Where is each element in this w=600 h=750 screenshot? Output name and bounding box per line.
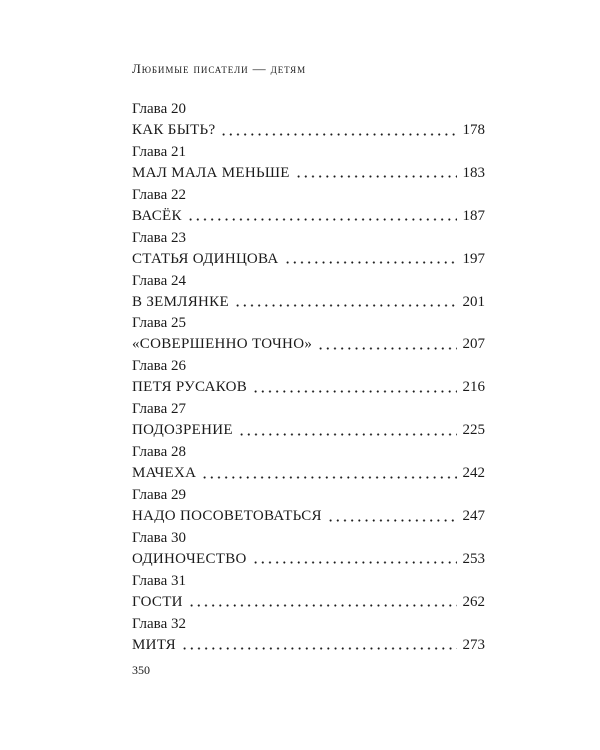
page-number: 242 [462,465,485,482]
chapter-title-line [132,291,485,313]
chapter-label: Глава 22 [132,186,186,203]
toc-entry [132,356,485,399]
chapter-label: Глава 21 [132,143,186,160]
page-number: 247 [462,508,485,525]
page-number: 262 [462,593,485,610]
toc-entry [132,142,485,185]
toc-entry [132,185,485,228]
page-number: 216 [462,379,485,396]
chapter-title: ПЕТЯ РУСАКОВ [132,379,248,396]
table-of-contents [132,99,485,657]
page-number: 187 [462,207,485,224]
page-number: 273 [462,636,485,653]
toc-entry [132,614,485,657]
chapter-title-line [132,205,485,227]
dot-leader [187,218,457,221]
page-number: 183 [462,164,485,181]
chapter-title: «СОВЕРШЕННО ТОЧНО» [132,336,313,353]
chapter-label: Глава 24 [132,272,186,289]
chapter-title: СТАТЬЯ ОДИНЦОВА [132,250,279,267]
chapter-label: Глава 27 [132,401,186,418]
toc-entry [132,271,485,314]
toc-entry [132,399,485,442]
page-number: 201 [462,293,485,310]
chapter-title: КАК БЫТЬ? [132,122,216,138]
toc-entry [132,313,485,356]
toc-entry [132,228,485,271]
chapter-label: Глава 29 [132,487,186,504]
toc-entry [132,99,485,142]
dot-leader [238,433,457,436]
chapter-title-line [132,248,485,270]
chapter-label: Глава 28 [132,444,186,461]
dot-leader [201,476,456,479]
chapter-title-line [132,333,485,355]
chapter-title: ПОДОЗРЕНИЕ [132,422,233,439]
chapter-title: НАДО ПОСОВЕТОВАТЬСЯ [132,508,322,525]
chapter-title: МАЧЕХА [132,465,197,482]
chapter-label: Глава 20 [132,101,186,117]
running-head: Любимые писатели — детям [132,61,306,76]
dot-leader [284,261,457,264]
toc-entry [132,571,485,614]
chapter-title: ОДИНОЧЕСТВО [132,550,247,567]
page-folio: 350 [132,663,150,677]
dot-leader [252,561,457,564]
chapter-title: МАЛ МАЛА МЕНЬШЕ [132,164,290,181]
chapter-title-line [132,119,485,141]
dot-leader [181,647,457,650]
chapter-title-line [132,505,485,527]
page-number: 178 [462,122,485,138]
page-number: 253 [462,550,485,567]
chapter-title: В ЗЕМЛЯНКЕ [132,293,229,310]
chapter-title-line [132,548,485,570]
chapter-title: ВАСЁК [132,207,182,224]
chapter-title-line [132,162,485,184]
dot-leader [295,175,457,178]
toc-entry [132,442,485,485]
chapter-title: МИТЯ [132,636,176,653]
page-number: 225 [462,422,485,439]
chapter-title-line [132,419,485,441]
dot-leader [327,519,457,522]
page-number: 207 [462,336,485,353]
dot-leader [220,133,456,136]
chapter-title-line [132,634,485,656]
page-number: 197 [462,250,485,267]
dot-leader [188,604,457,607]
toc-entry [132,485,485,528]
dot-leader [317,347,456,350]
chapter-label: Глава 25 [132,315,186,332]
chapter-title-line [132,591,485,613]
toc-entry [132,528,485,571]
dot-leader [252,390,456,393]
chapter-title-line [132,376,485,398]
chapter-title-line [132,462,485,484]
dot-leader [234,304,457,307]
chapter-title: ГОСТИ [132,593,183,610]
chapter-label: Глава 26 [132,358,186,375]
chapter-label: Глава 31 [132,572,186,589]
chapter-label: Глава 32 [132,615,186,632]
chapter-label: Глава 30 [132,529,186,546]
chapter-label: Глава 23 [132,229,186,246]
